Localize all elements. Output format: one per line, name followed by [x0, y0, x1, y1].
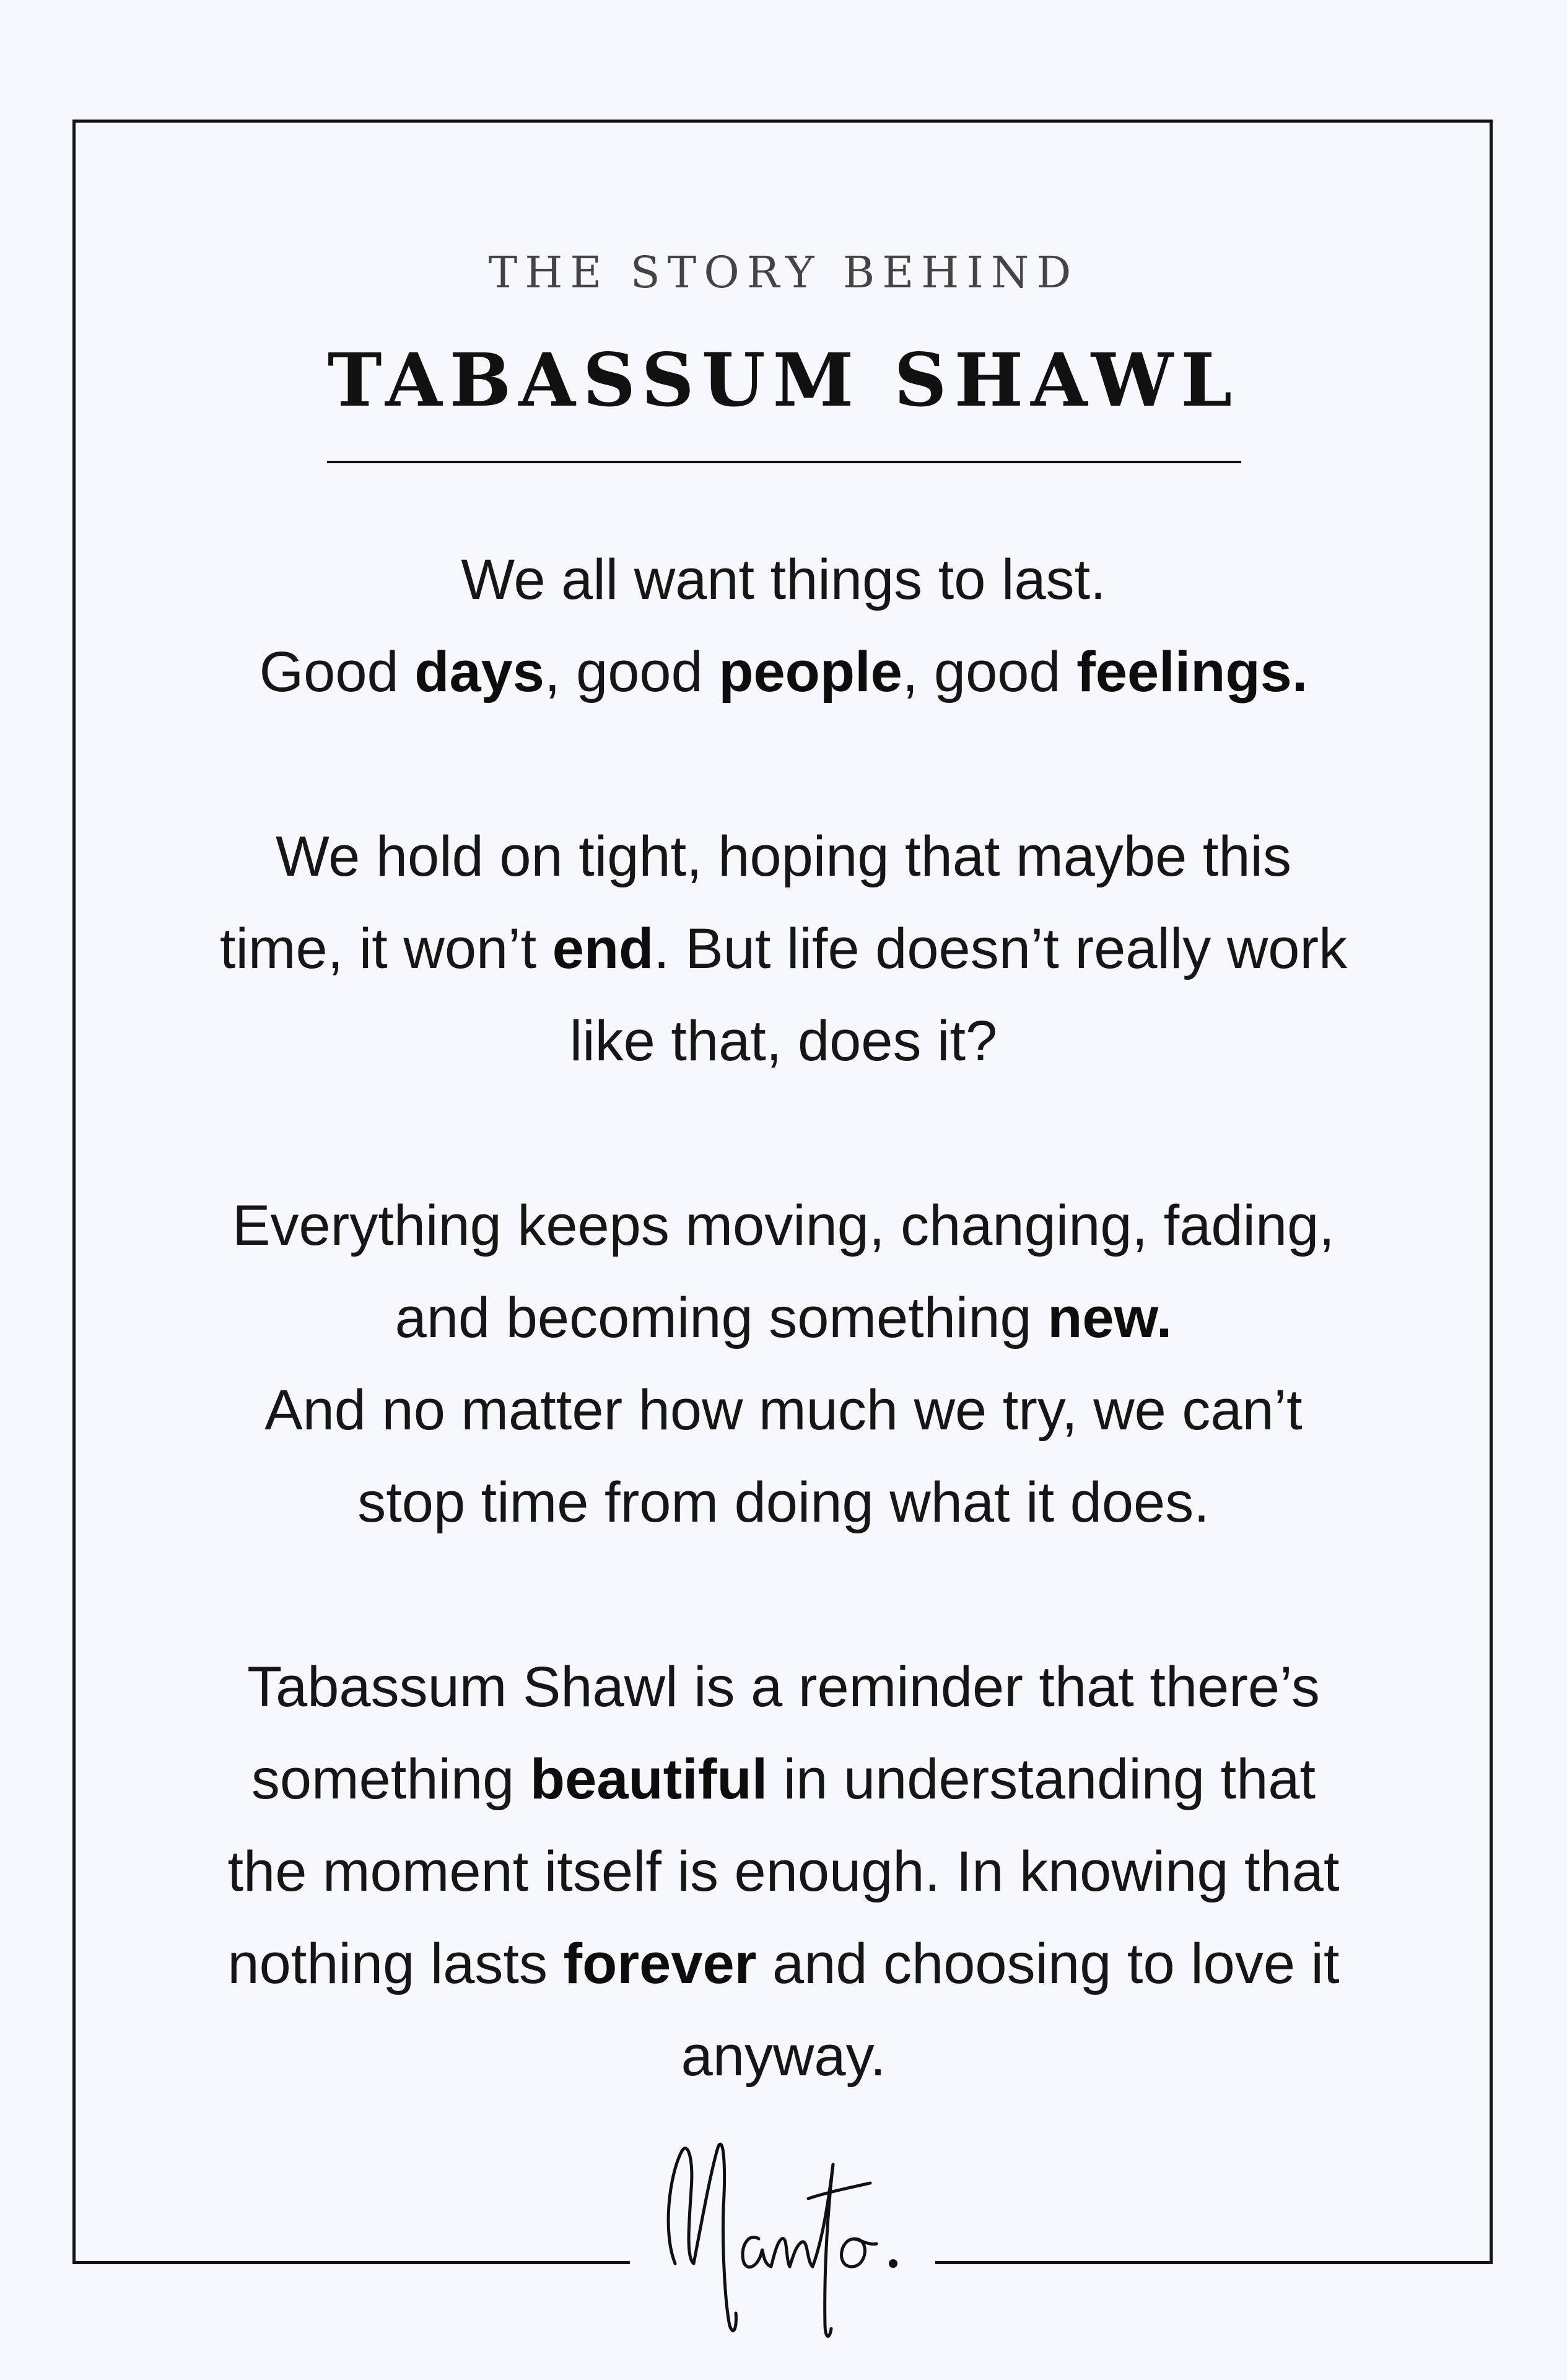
text-segment: and becoming something	[395, 1286, 1048, 1349]
text-segment: Good	[259, 640, 415, 704]
text-segment: and choosing to love it	[756, 1932, 1340, 1995]
paragraph-1	[124, 534, 1443, 718]
emphasis-text: people	[718, 640, 902, 704]
frame-bottom-line-right	[935, 2261, 1493, 2264]
text-segment: , good	[544, 640, 719, 704]
paragraph-3	[124, 1180, 1443, 1549]
text-line: stop time from doing what it does.	[357, 1471, 1210, 1534]
text-line: anyway.	[681, 2025, 886, 2088]
page-title: TABASSUM SHAWL	[327, 337, 1240, 423]
kicker-heading: THE STORY BEHIND	[488, 247, 1079, 298]
paragraph-2	[124, 811, 1443, 1088]
emphasis-text: end	[552, 917, 654, 980]
text-line: Tabassum Shawl is a reminder that there’s	[247, 1655, 1320, 1719]
paragraph-4	[124, 1641, 1443, 2103]
text-segment: nothing lasts	[227, 1932, 564, 1995]
signature-logo	[650, 2140, 917, 2344]
emphasis-text: forever	[563, 1932, 757, 1995]
text-segment: something	[251, 1748, 530, 1811]
story-body	[124, 534, 1443, 2103]
text-line: the moment itself is enough. In knowing that	[227, 1840, 1340, 1903]
emphasis-text: days	[414, 640, 544, 704]
text-segment: , good	[902, 640, 1077, 704]
emphasis-text: new.	[1047, 1286, 1172, 1349]
emphasis-text: beautiful	[530, 1748, 768, 1811]
text-segment: in understanding that	[767, 1748, 1316, 1811]
text-line: We hold on tight, hoping that maybe this	[275, 825, 1291, 888]
text-segment: time, it won’t	[219, 917, 552, 980]
title-divider	[327, 461, 1241, 463]
frame-bottom-line-left	[72, 2261, 630, 2264]
text-line: We all want things to last.	[461, 548, 1106, 611]
text-line: And no matter how much we try, we can’t	[264, 1379, 1303, 1442]
text-line: Everything keeps moving, changing, fading,	[232, 1194, 1335, 1257]
emphasis-text: feelings.	[1076, 640, 1308, 704]
text-line: like that, does it?	[569, 1009, 998, 1073]
text-segment: . But life doesn’t really work	[653, 917, 1348, 980]
signature-dot	[889, 2259, 897, 2268]
